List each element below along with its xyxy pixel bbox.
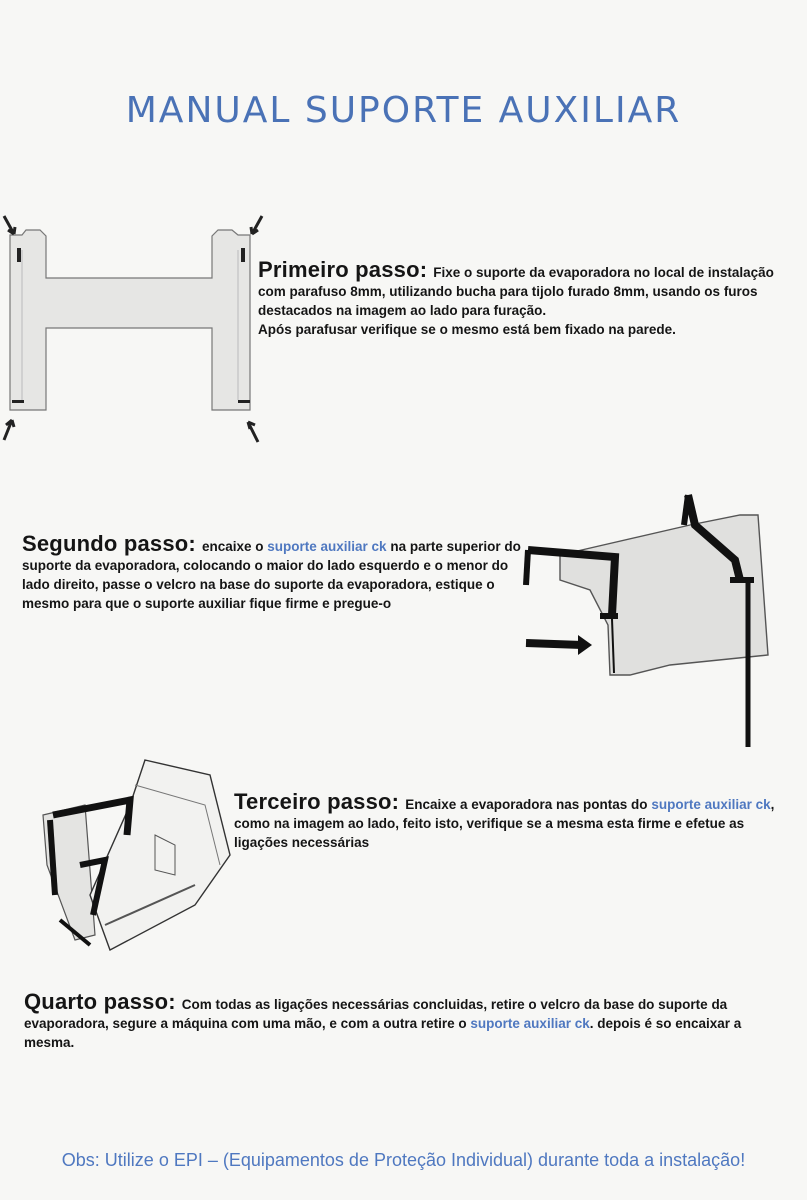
step-4-text-2: . depois é so encaixar a mesma. [24, 1016, 742, 1050]
step-4-text: Com todas as ligações necessárias concluidas, retire o velcro da base do suporte da evaporadora, segure a máquina com uma mão, e com a outra retire o [24, 997, 728, 1031]
page-title: MANUAL SUPORTE AUXILIAR [125, 90, 682, 131]
step-3-link: suporte auxiliar ck [651, 797, 771, 812]
step-2-text-2: na parte superior do suporte da evaporadora, colocando o maior do lado esquerdo e o menor do lado direito, passe o velcro na base do suporte da evaporadora, estique o mesmo para que o suporte auxiliar fique firme e pregue-o [22, 539, 521, 611]
step-2-text: encaixe o [201, 539, 264, 554]
step-1-text: Fixe o suporte da evaporadora no local de instalação com parafuso 8mm, utilizando bucha para tijolo furado 8mm, usando os furos destacados na imagem ao lado para furação. [258, 265, 774, 318]
step-1-heading: Primeiro passo: [258, 257, 428, 282]
step-4 [24, 989, 784, 1052]
step-1 [258, 257, 798, 339]
auxiliary-support-illustration [520, 485, 780, 750]
step-1-text-2: Após parafusar verifique se o mesmo está bem fixado na parede. [258, 322, 676, 337]
step-3 [234, 789, 794, 852]
step-2 [22, 531, 522, 613]
step-3-text: Encaixe a evaporadora nas pontas do [405, 797, 648, 812]
step-4-heading: Quarto passo: [24, 989, 176, 1014]
step-3-heading: Terceiro passo: [234, 789, 400, 814]
step-2-link: suporte auxiliar ck [267, 539, 387, 554]
step-3-text-2: , como na imagem ao lado, feito isto, verifique se a mesma esta firme e efetue as ligações necessárias [234, 797, 775, 850]
safety-note: Obs: Utilize o EPI – (Equipamentos de Proteção Individual) durante toda a instalação! [61, 1150, 746, 1170]
step-2-heading: Segundo passo: [22, 531, 196, 556]
step-4-link: suporte auxiliar ck [470, 1016, 590, 1031]
evaporator-illustration [35, 745, 235, 955]
bracket-illustration [0, 210, 270, 450]
